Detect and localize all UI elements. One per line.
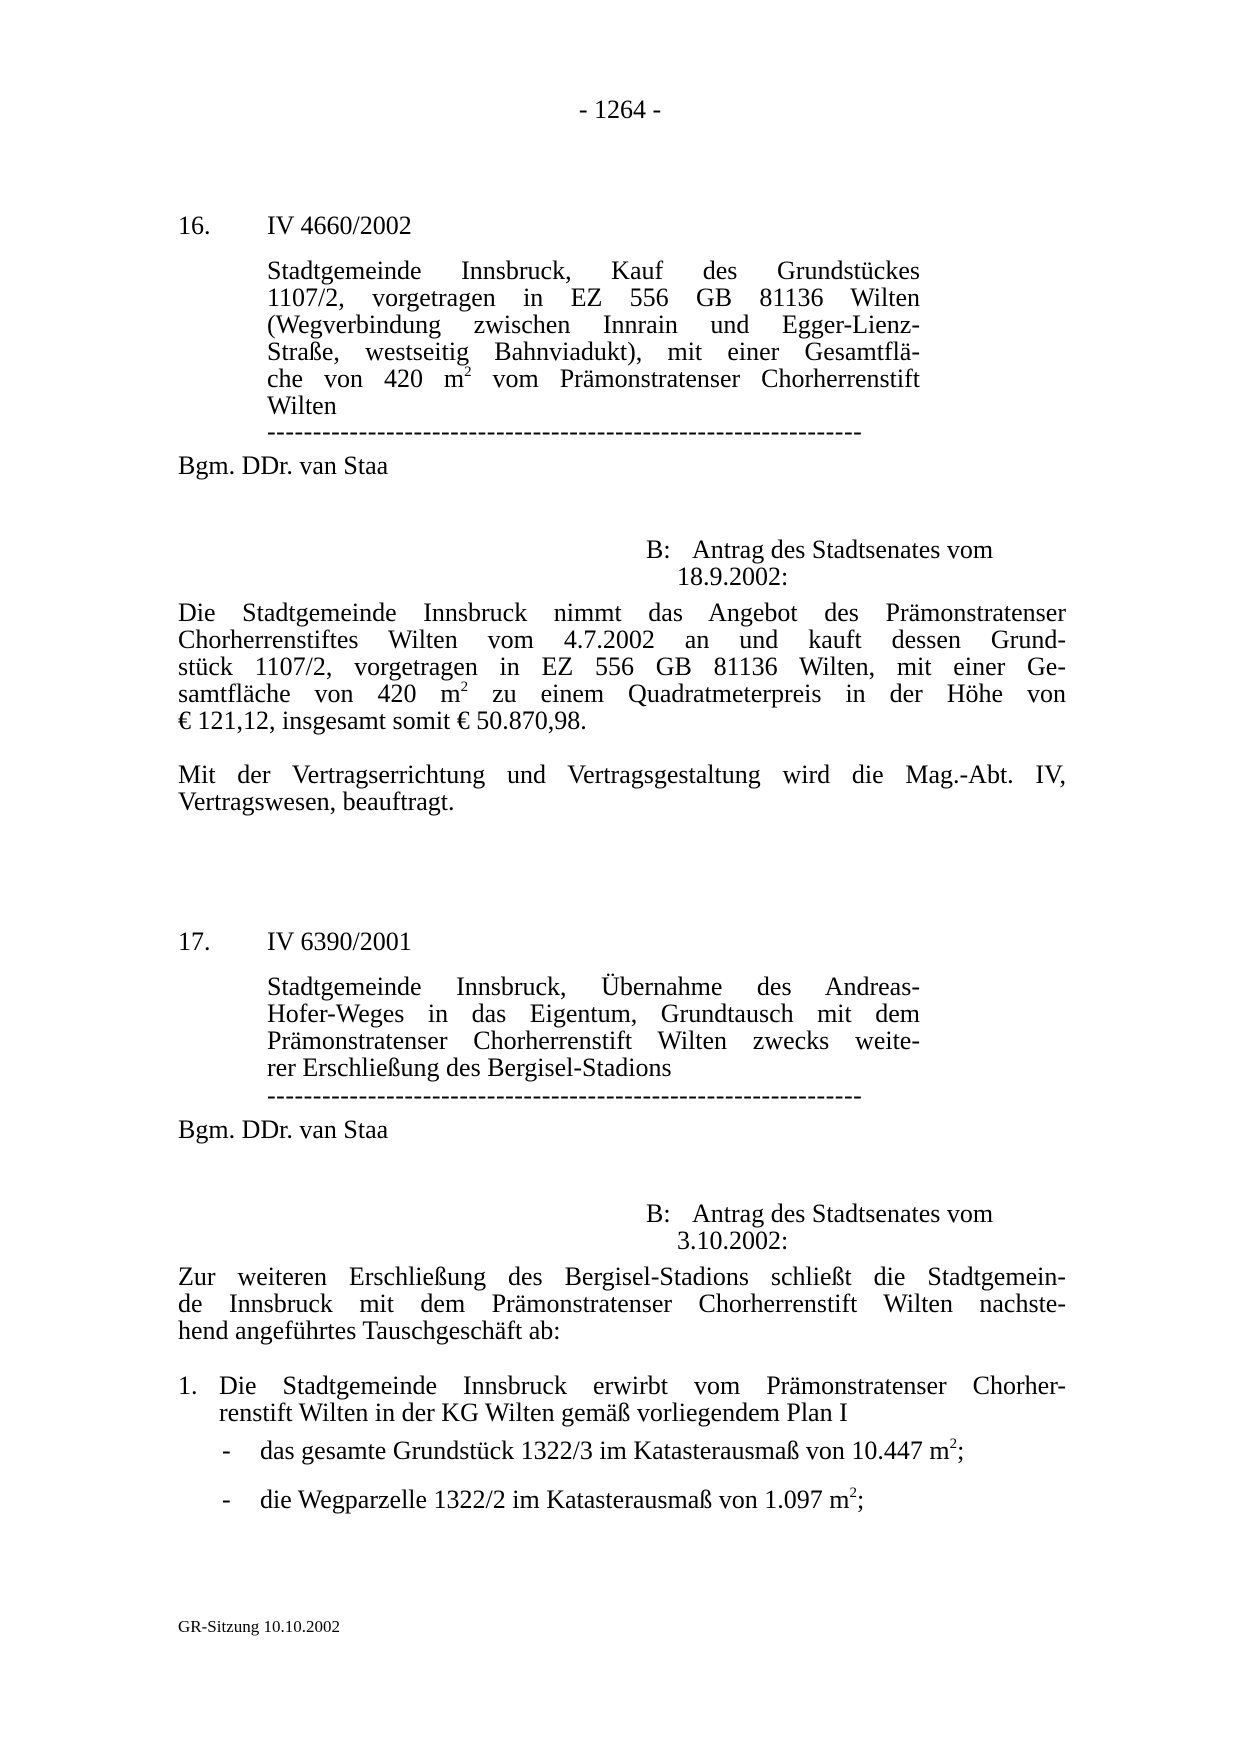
bullet-text [260, 1437, 964, 1464]
item-description [267, 973, 920, 1081]
speaker: Bgm. DDr. van Staa [178, 451, 389, 480]
page-number: - 1264 - [578, 95, 662, 124]
description-line: Stadtgemeinde Innsbruck, Übernahme des Andreas- [267, 972, 920, 1001]
paragraph-line: Chorherrenstiftes Wilten vom 4.7.2002 an und kauft dessen Grund- [178, 625, 1066, 654]
motion-date: 18.9.2002: [677, 562, 789, 591]
footer: GR-Sitzung 10.10.2002 [178, 1617, 340, 1636]
description-line: Straße, westseitig Bahnviadukt), mit einer Gesamtflä- [267, 337, 920, 366]
motion-text: Antrag des Stadtsenates vom [692, 535, 994, 564]
description-line: rer Erschließung des Bergisel-Stadions [267, 1053, 672, 1082]
superscript: 2 [464, 364, 472, 380]
motion-label: B: [646, 1199, 671, 1228]
description-segment: che von 420 m [267, 364, 465, 393]
description-segment: vom Prämonstratenser Chorherrenstift [471, 364, 920, 393]
paragraph-line: hend angeführtes Tauschgeschäft ab: [178, 1316, 561, 1345]
item-number: 16. [178, 211, 211, 240]
item-description [267, 257, 920, 419]
bullet-segment: ; [857, 1485, 865, 1514]
separator-dashes: ----------------------------------------------------------------- [267, 1082, 863, 1109]
superscript: 2 [460, 679, 469, 695]
description-line: Wilten [267, 391, 337, 420]
assignment-paragraph [178, 761, 1066, 815]
motion-label: B: [646, 535, 671, 564]
paragraph-line: Zur weiteren Erschließung des Bergisel-Stadions schließt die Stadtgemein- [178, 1262, 1066, 1291]
superscript: 2 [949, 1436, 958, 1452]
description-line: Prämonstratenser Chorherrenstift Wilten zwecks weite- [267, 1026, 920, 1055]
superscript: 2 [849, 1485, 857, 1501]
description-line [267, 365, 920, 392]
paragraph-line: de Innsbruck mit dem Prämonstratenser Chorherrenstift Wilten nachste- [178, 1289, 1066, 1318]
resolution-paragraph [178, 599, 1066, 734]
description-line: 1107/2, vorgetragen in EZ 556 GB 81136 Wilten [267, 283, 920, 312]
speaker: Bgm. DDr. van Staa [178, 1115, 389, 1144]
dash-bullet: - [222, 1436, 231, 1465]
bullet-text [260, 1486, 864, 1513]
item-reference: IV 4660/2002 [267, 211, 412, 240]
paragraph-line: stück 1107/2, vorgetragen in EZ 556 GB 81136 Wilten, mit einer Ge- [178, 652, 1066, 681]
paragraph-line: Vertragswesen, beauftragt. [178, 787, 455, 816]
item-reference: IV 6390/2001 [267, 927, 412, 956]
resolution-paragraph [178, 1263, 1066, 1344]
list-line: Die Stadtgemeinde Innsbruck erwirbt vom Prämonstratenser Chorher- [219, 1371, 1066, 1400]
description-line: Stadtgemeinde Innsbruck, Kauf des Grundstückes [267, 256, 920, 285]
description-line: (Wegverbindung zwischen Innrain und Egger-Lienz- [267, 310, 920, 339]
motion-text: Antrag des Stadtsenates vom [692, 1199, 994, 1228]
dash-bullet: - [222, 1485, 231, 1514]
description-line: Hofer-Weges in das Eigentum, Grundtausch mit dem [267, 999, 920, 1028]
paragraph-segment: zu einem Quadratmeterpreis in der Höhe von [468, 679, 1066, 708]
list-number: 1. [178, 1371, 198, 1400]
paragraph-line: Die Stadtgemeinde Innsbruck nimmt das Angebot des Prämonstratenser [178, 598, 1066, 627]
bullet-segment: ; [957, 1436, 965, 1465]
paragraph-line [178, 680, 1066, 707]
paragraph-segment: samtfläche von 420 m [178, 679, 461, 708]
list-line: renstift Wilten in der KG Wilten gemäß vorliegendem Plan I [219, 1398, 848, 1427]
paragraph-line: € 121,12, insgesamt somit € 50.870,98. [178, 706, 587, 735]
item-number: 17. [178, 927, 211, 956]
bullet-segment: das gesamte Grundstück 1322/3 im Katasterausmaß von 10.447 m [260, 1436, 950, 1465]
bullet-segment: die Wegparzelle 1322/2 im Katasterausmaß von 1.097 m [260, 1485, 850, 1514]
separator-dashes: ----------------------------------------------------------------- [267, 418, 863, 445]
paragraph-line: Mit der Vertragserrichtung und Vertragsgestaltung wird die Mag.-Abt. IV, [178, 760, 1066, 789]
list-item-text [219, 1372, 1066, 1426]
motion-date: 3.10.2002: [677, 1226, 789, 1255]
